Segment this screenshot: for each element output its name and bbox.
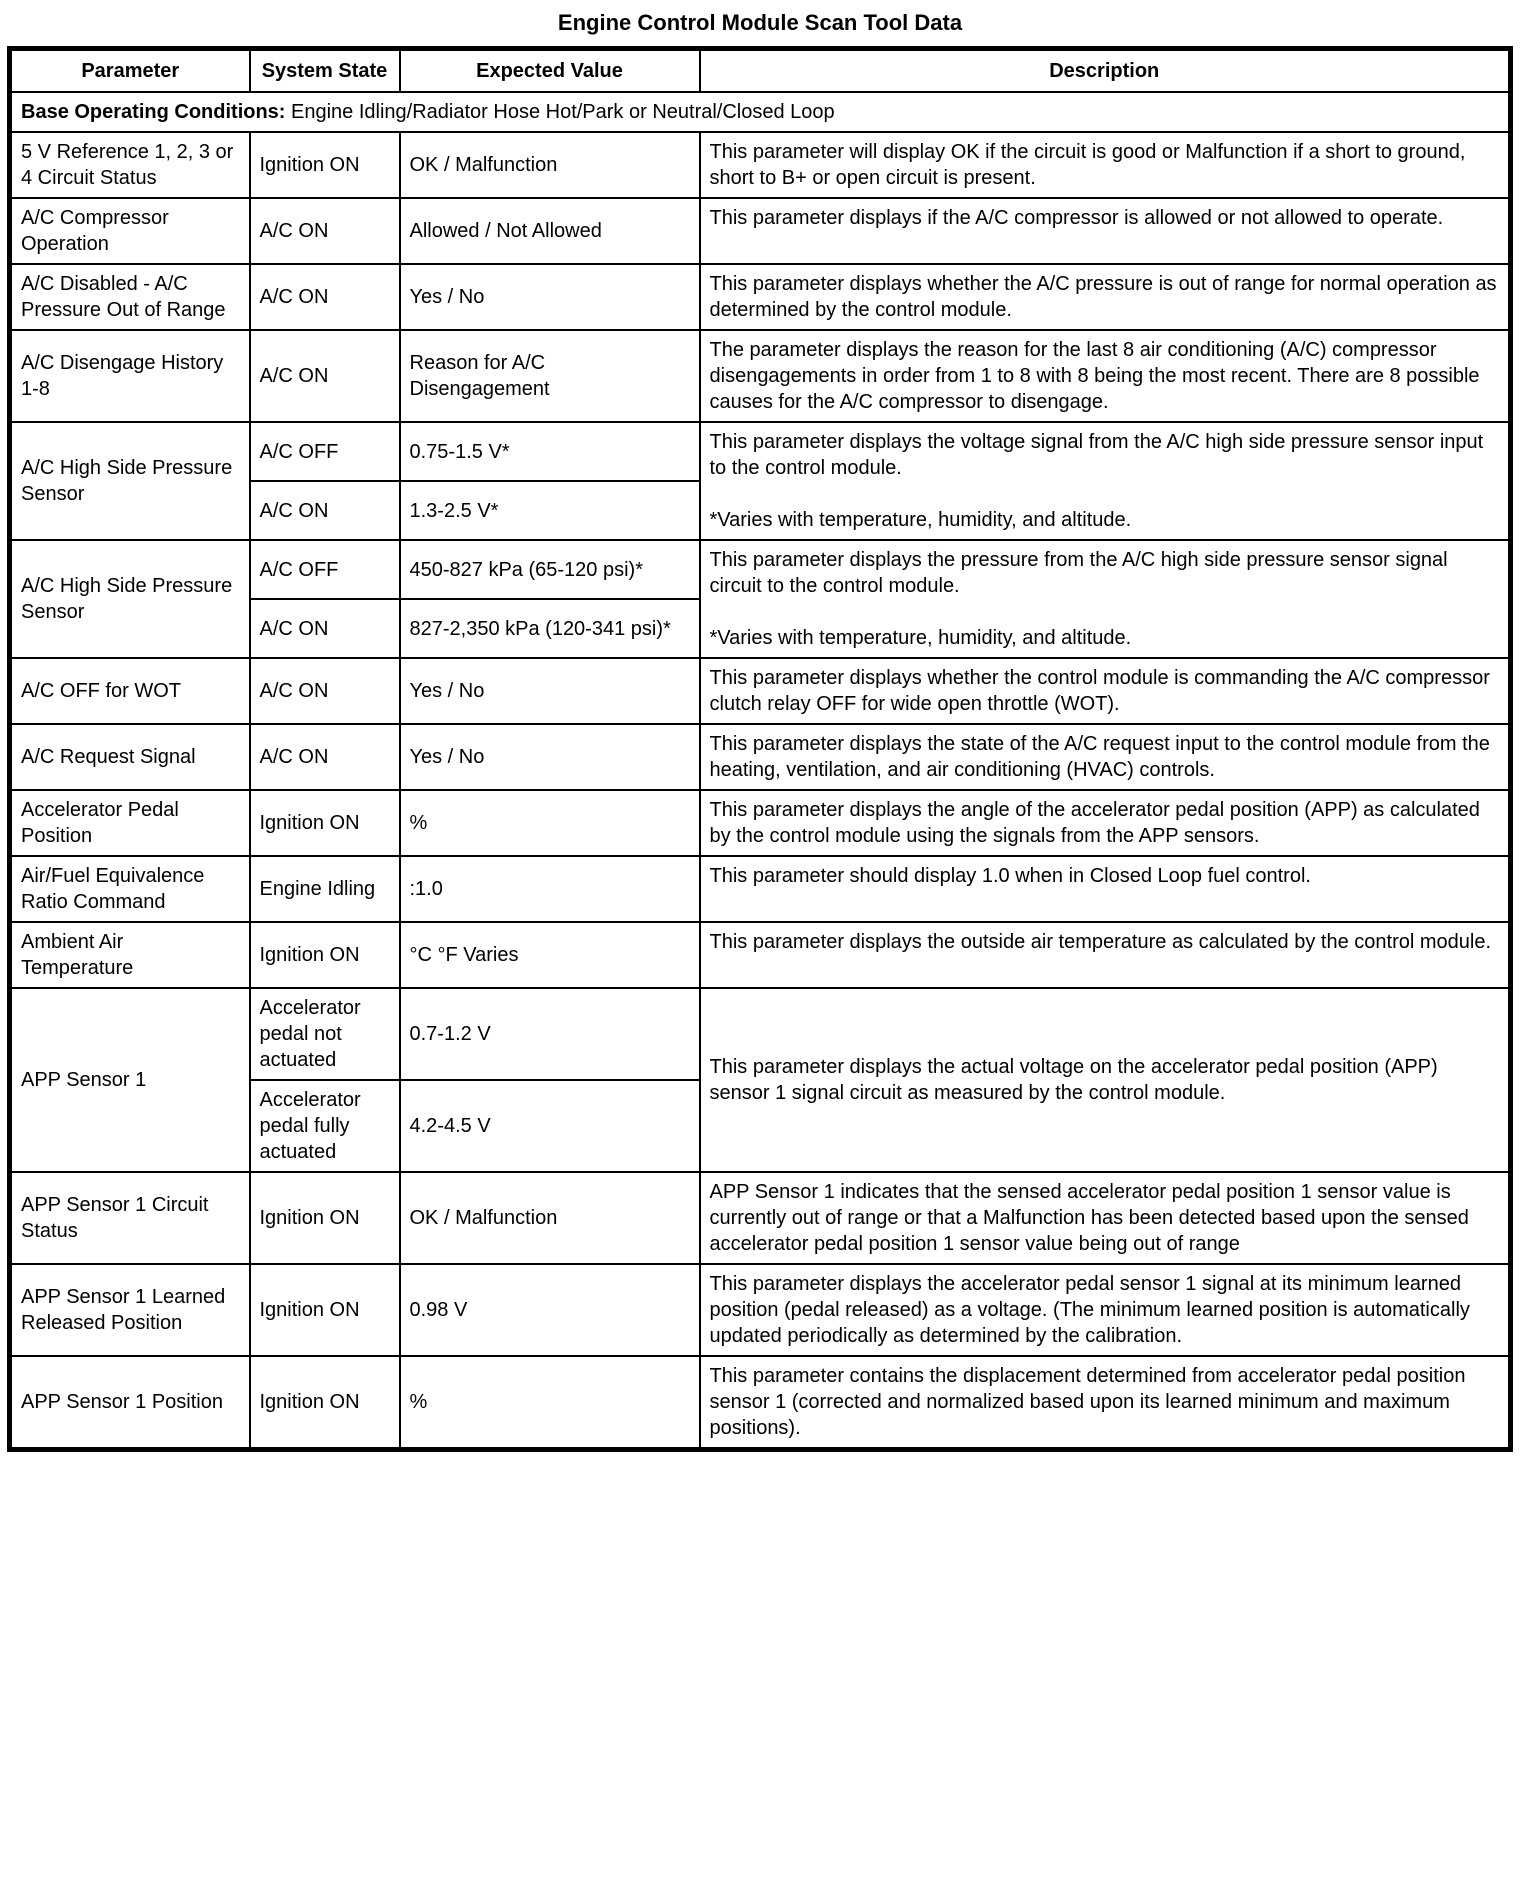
parameter-cell: A/C Disabled - A/C Pressure Out of Range: [10, 264, 250, 330]
expected-value-cell: 0.7-1.2 V: [400, 988, 700, 1080]
table-row: [10, 856, 1511, 922]
system-state-cell: Ignition ON: [250, 132, 400, 198]
base-conditions-text: Engine Idling/Radiator Hose Hot/Park or Neutral/Closed Loop: [285, 101, 835, 123]
description-paragraph: This parameter displays whether the control module is commanding the A/C compressor clutch relay OFF for wide open throttle (WOT).: [709, 667, 1490, 715]
table-row: [10, 988, 1511, 1080]
system-state-cell: A/C ON: [250, 264, 400, 330]
table-row: [10, 330, 1511, 422]
system-state-cell: Ignition ON: [250, 922, 400, 988]
expected-value-cell: 1.3-2.5 V*: [400, 481, 700, 540]
expected-value-cell: :1.0: [400, 856, 700, 922]
description-paragraph: This parameter displays whether the A/C pressure is out of range for normal operation as determined by the control module.: [709, 273, 1497, 321]
description-paragraph: This parameter displays the outside air temperature as calculated by the control module.: [709, 931, 1492, 953]
table-row: [10, 1172, 1511, 1264]
parameter-cell: A/C Compressor Operation: [10, 198, 250, 264]
parameter-cell: 5 V Reference 1, 2, 3 or 4 Circuit Status: [10, 132, 250, 198]
column-header-expected-value: Expected Value: [400, 49, 700, 93]
expected-value-cell: 827-2,350 kPa (120-341 psi)*: [400, 599, 700, 658]
parameter-cell: A/C Disengage History 1-8: [10, 330, 250, 422]
page-title: Engine Control Module Scan Tool Data: [557, 10, 963, 35]
system-state-cell: Accelerator pedal not actuated: [250, 988, 400, 1080]
expected-value-cell: 450-827 kPa (65-120 psi)*: [400, 540, 700, 599]
scan-tool-data-table: [7, 46, 1513, 1452]
description-paragraph: APP Sensor 1 indicates that the sensed accelerator pedal position 1 sensor value is currently out of range or that a Malfunction has been detected based upon the sensed accelerator pedal position 1 sensor value being out of range: [709, 1181, 1469, 1255]
expected-value-cell: Yes / No: [400, 724, 700, 790]
description-paragraph: This parameter displays the actual voltage on the accelerator pedal position (APP) sensor 1 signal circuit as measured by the control module.: [709, 1056, 1438, 1104]
expected-value-cell: Yes / No: [400, 658, 700, 724]
description-cell: [700, 724, 1511, 790]
parameter-cell: Ambient Air Temperature: [10, 922, 250, 988]
parameter-cell: Accelerator Pedal Position: [10, 790, 250, 856]
parameter-cell: APP Sensor 1 Circuit Status: [10, 1172, 250, 1264]
base-conditions-label: Base Operating Conditions:: [21, 101, 286, 123]
expected-value-cell: Allowed / Not Allowed: [400, 198, 700, 264]
description-paragraph: This parameter displays if the A/C compressor is allowed or not allowed to operate.: [709, 207, 1444, 229]
description-paragraph: This parameter displays the accelerator pedal sensor 1 signal at its minimum learned position (pedal released) as a voltage. (The minimum learned position is automatically updated periodically as determined by the calibration.: [709, 1273, 1470, 1347]
table-row: [10, 264, 1511, 330]
parameter-cell: A/C OFF for WOT: [10, 658, 250, 724]
table-row: [10, 1356, 1511, 1450]
table-body: [10, 92, 1511, 1450]
expected-value-cell: 4.2-4.5 V: [400, 1080, 700, 1172]
system-state-cell: A/C OFF: [250, 422, 400, 481]
description-paragraph: This parameter should display 1.0 when in Closed Loop fuel control.: [709, 865, 1311, 887]
description-cell: [700, 264, 1511, 330]
description-paragraph: This parameter will display OK if the circuit is good or Malfunction if a short to ground, short to B+ or open circuit is present.: [709, 141, 1466, 189]
expected-value-cell: %: [400, 1356, 700, 1450]
expected-value-cell: 0.75-1.5 V*: [400, 422, 700, 481]
table-row: [10, 1264, 1511, 1356]
table-row: [10, 132, 1511, 198]
description-cell: [700, 658, 1511, 724]
description-cell: [700, 790, 1511, 856]
description-cell: [700, 856, 1511, 922]
header-row: [10, 49, 1511, 93]
description-paragraph: This parameter displays the pressure from the A/C high side pressure sensor signal circuit to the control module.: [709, 549, 1448, 597]
description-cell: [700, 1172, 1511, 1264]
expected-value-cell: °C °F Varies: [400, 922, 700, 988]
table-row: [10, 658, 1511, 724]
system-state-cell: A/C ON: [250, 198, 400, 264]
description-paragraph: *Varies with temperature, humidity, and altitude.: [709, 627, 1132, 649]
parameter-cell: APP Sensor 1 Position: [10, 1356, 250, 1450]
description-cell: [700, 540, 1511, 658]
system-state-cell: Ignition ON: [250, 1356, 400, 1450]
base-conditions-cell: [10, 92, 1511, 132]
system-state-cell: A/C ON: [250, 724, 400, 790]
table-row: [10, 922, 1511, 988]
parameter-cell: Air/Fuel Equivalence Ratio Command: [10, 856, 250, 922]
table-row: [10, 790, 1511, 856]
column-header-system-state: System State: [250, 49, 400, 93]
system-state-cell: A/C ON: [250, 658, 400, 724]
parameter-cell: A/C High Side Pressure Sensor: [10, 540, 250, 658]
description-paragraph: This parameter displays the voltage signal from the A/C high side pressure sensor input to the control module.: [709, 431, 1484, 479]
description-cell: [700, 422, 1511, 540]
base-conditions-row: [10, 92, 1511, 132]
description-cell: [700, 922, 1511, 988]
expected-value-cell: Reason for A/C Disengagement: [400, 330, 700, 422]
table-row: [10, 540, 1511, 599]
description-cell: [700, 132, 1511, 198]
description-cell: [700, 198, 1511, 264]
description-paragraph: This parameter contains the displacement determined from accelerator pedal position sensor 1 (corrected and normalized based upon its learned minimum and maximum positions).: [709, 1365, 1466, 1439]
description-paragraph: This parameter displays the state of the A/C request input to the control module from the heating, ventilation, and air conditioning (HVAC) controls.: [709, 733, 1490, 781]
system-state-cell: Ignition ON: [250, 1172, 400, 1264]
system-state-cell: Accelerator pedal fully actuated: [250, 1080, 400, 1172]
description-paragraph: This parameter displays the angle of the accelerator pedal position (APP) as calculated by the control module using the signals from the APP sensors.: [709, 799, 1480, 847]
description-cell: [700, 988, 1511, 1172]
system-state-cell: A/C OFF: [250, 540, 400, 599]
description-cell: [700, 1264, 1511, 1356]
expected-value-cell: %: [400, 790, 700, 856]
column-header-description: Description: [700, 49, 1511, 93]
system-state-cell: Ignition ON: [250, 1264, 400, 1356]
table-row: [10, 422, 1511, 481]
expected-value-cell: 0.98 V: [400, 1264, 700, 1356]
parameter-cell: APP Sensor 1: [10, 988, 250, 1172]
description-cell: [700, 330, 1511, 422]
expected-value-cell: Yes / No: [400, 264, 700, 330]
system-state-cell: Ignition ON: [250, 790, 400, 856]
column-header-parameter: Parameter: [10, 49, 250, 93]
parameter-cell: APP Sensor 1 Learned Released Position: [10, 1264, 250, 1356]
system-state-cell: Engine Idling: [250, 856, 400, 922]
system-state-cell: A/C ON: [250, 599, 400, 658]
table-row: [10, 724, 1511, 790]
description-paragraph: *Varies with temperature, humidity, and altitude.: [709, 509, 1132, 531]
table-row: [10, 198, 1511, 264]
expected-value-cell: OK / Malfunction: [400, 132, 700, 198]
parameter-cell: A/C High Side Pressure Sensor: [10, 422, 250, 540]
parameter-cell: A/C Request Signal: [10, 724, 250, 790]
system-state-cell: A/C ON: [250, 330, 400, 422]
expected-value-cell: OK / Malfunction: [400, 1172, 700, 1264]
system-state-cell: A/C ON: [250, 481, 400, 540]
description-paragraph: The parameter displays the reason for the last 8 air conditioning (A/C) compressor disengagements in order from 1 to 8 with 8 being the most recent. There are 8 possible causes for the A/C compressor to disengage.: [709, 339, 1480, 413]
description-cell: [700, 1356, 1511, 1450]
